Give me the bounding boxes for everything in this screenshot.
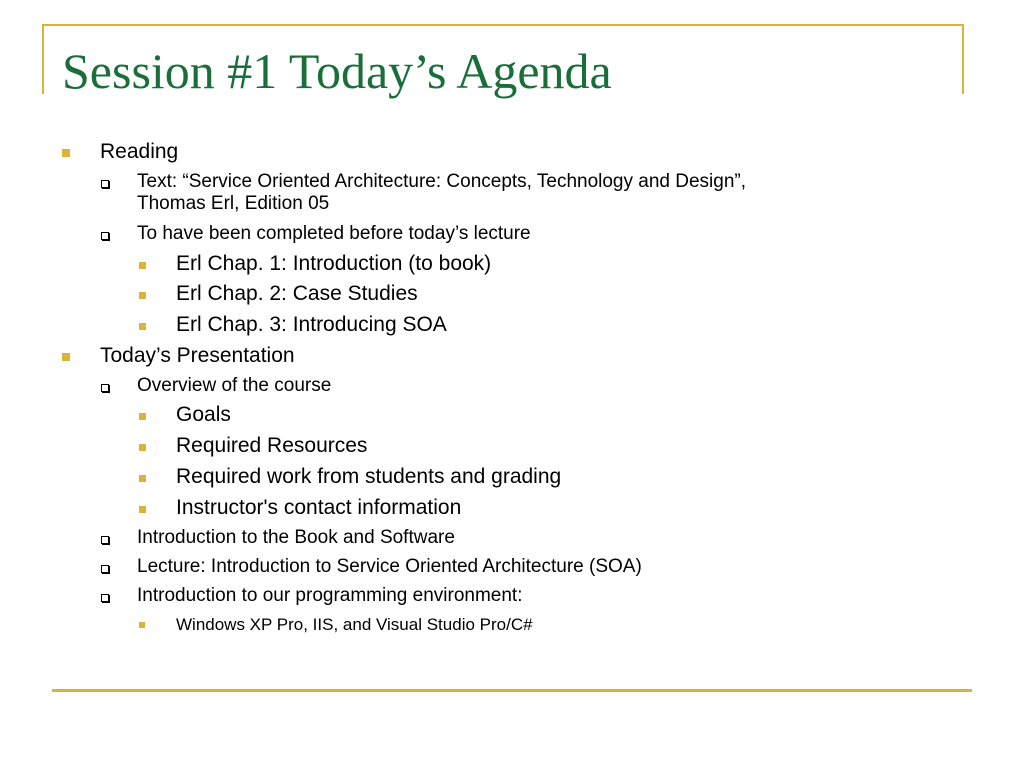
bullet-chap1 bbox=[176, 252, 491, 276]
bullet-box-icon bbox=[101, 232, 109, 240]
bullet-overview bbox=[137, 375, 331, 397]
bullet-square-icon bbox=[139, 262, 146, 269]
bullet-text-reference bbox=[137, 171, 746, 215]
bullet-text: To have been completed before today’s lecture bbox=[137, 223, 531, 244]
bullet-square-icon bbox=[62, 353, 70, 361]
bullet-box-icon bbox=[101, 594, 109, 602]
bullet-text: Goals bbox=[176, 403, 231, 426]
bullet-presentation bbox=[100, 344, 295, 368]
bullet-goals bbox=[176, 403, 231, 427]
bullet-text: Windows XP Pro, IIS, and Visual Studio Pro/C# bbox=[176, 615, 533, 634]
bullet-box-icon bbox=[101, 384, 109, 392]
bullet-resources bbox=[176, 434, 367, 458]
bullet-intro-env bbox=[137, 585, 522, 607]
bottom-border-line bbox=[52, 689, 972, 692]
bullet-text: Erl Chap. 1: Introduction (to book) bbox=[176, 252, 492, 275]
bullet-box-icon bbox=[101, 565, 109, 573]
bullet-text: Erl Chap. 3: Introducing SOA bbox=[176, 313, 447, 336]
bullet-text: Today’s Presentation bbox=[100, 344, 295, 367]
top-border-line bbox=[42, 24, 964, 26]
bullet-text: Required Resources bbox=[176, 434, 368, 457]
bullet-text-continued: Thomas Erl, Edition 05 bbox=[137, 193, 330, 214]
bullet-reading bbox=[100, 140, 178, 164]
bullet-text: Overview of the course bbox=[137, 375, 332, 396]
bullet-text: Erl Chap. 2: Case Studies bbox=[176, 282, 418, 305]
right-border-line bbox=[962, 24, 964, 94]
bullet-text: Introduction to our programming environment: bbox=[137, 585, 523, 606]
bullet-intro-book bbox=[137, 527, 455, 549]
slide-title: Session #1 Today’s Agenda bbox=[62, 43, 612, 99]
bullet-text: Introduction to the Book and Software bbox=[137, 527, 455, 548]
bullet-lecture bbox=[137, 556, 642, 578]
bullet-square-icon bbox=[139, 292, 146, 299]
bullet-text: Instructor's contact information bbox=[176, 496, 462, 519]
bullet-text: Reading bbox=[100, 140, 179, 163]
bullet-square-icon bbox=[139, 323, 146, 330]
bullet-square-icon bbox=[139, 413, 146, 420]
bullet-text: Required work from students and grading bbox=[176, 465, 562, 488]
bullet-box-icon bbox=[101, 180, 109, 188]
bullet-square-icon bbox=[62, 149, 70, 157]
bullet-contact bbox=[176, 496, 461, 520]
bullet-chap3 bbox=[176, 313, 447, 337]
bullet-completed bbox=[137, 223, 531, 245]
bullet-square-icon bbox=[139, 506, 146, 513]
left-border-line bbox=[42, 24, 44, 94]
bullet-text: Text: “Service Oriented Architecture: Concepts, Technology and Design”, bbox=[137, 171, 747, 192]
bullet-square-icon bbox=[139, 475, 146, 482]
bullet-square-icon bbox=[139, 444, 146, 451]
bullet-chap2 bbox=[176, 282, 418, 306]
bullet-square-icon bbox=[139, 622, 145, 628]
bullet-windows bbox=[176, 615, 533, 635]
bullet-work bbox=[176, 465, 561, 489]
bullet-text: Lecture: Introduction to Service Oriented Architecture (SOA) bbox=[137, 556, 642, 577]
bullet-box-icon bbox=[101, 536, 109, 544]
